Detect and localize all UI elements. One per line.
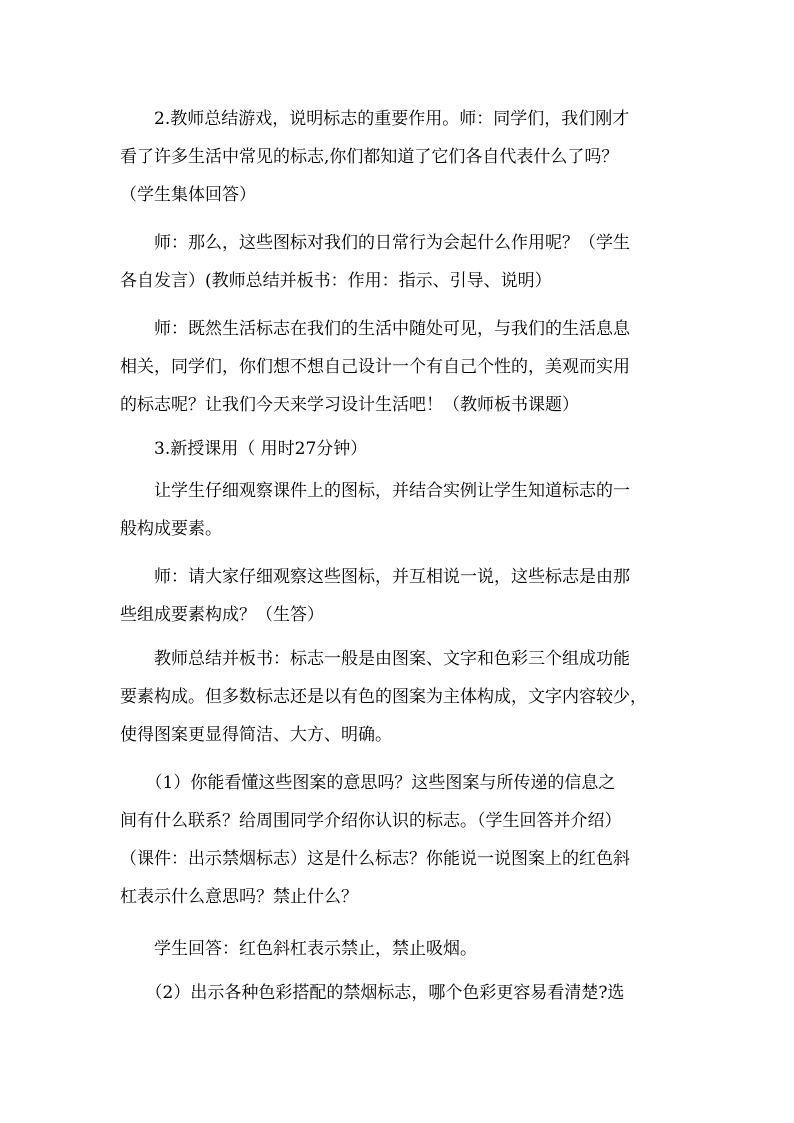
text-line: 教师总结并板书：标志一般是由图案、文字和色彩三个组成功能 (120, 649, 630, 669)
text-line: 师：既然生活标志在我们的生活中随处可见，与我们的生活息息 (120, 319, 630, 339)
text-line: （1）你能看懂这些图案的意思吗？这些图案与所传递的信息之 (120, 773, 616, 793)
paragraph-observe-icons (120, 472, 680, 548)
paragraph-game-summary (120, 100, 680, 214)
text-line: 般构成要素。 (120, 519, 222, 539)
text-line: 3.新授课用（ 用时27分钟） (120, 439, 368, 459)
paragraph-student-answer (120, 930, 680, 968)
text-line: 师：那么，这些图标对我们的日常行为会起什么作用呢？（学生 (120, 233, 630, 253)
text-line: 使得图案更显得简洁、大方、明确。 (120, 725, 392, 745)
text-line: 些组成要素构成？（生答） (120, 605, 324, 625)
text-line: （学生集体回答） (120, 185, 256, 205)
text-line: 看了许多生活中常见的标志,你们都知道了它们各自代表什么了吗？ (120, 147, 619, 167)
text-line: （2）出示各种色彩搭配的禁烟标志，哪个色彩更容易看清楚?选 (120, 983, 625, 1003)
text-line: 让学生仔细观察课件上的图标，并结合实例让学生知道标志的一 (120, 481, 630, 501)
text-line: 学生回答：红色斜杠表示禁止，禁止吸烟。 (120, 939, 477, 959)
paragraph-question-one (120, 764, 680, 916)
text-line: 各自发言）(教师总结并板书：作用：指示、引导、说明） (120, 271, 552, 291)
text-line: 要素构成。但多数标志还是以有色的图案为主体构成，文字内容较少， (120, 687, 647, 707)
text-line: （课件：出示禁烟标志）这是什么标志？你能说一说图案上的红色斜 (120, 849, 630, 869)
text-line: 师：请大家仔细观察这些图标，并互相说一说，这些标志是由那 (120, 567, 630, 587)
text-line: 杠表示什么意思吗？禁止什么？ (120, 887, 358, 907)
text-line: 2.教师总结游戏，说明标志的重要作用。师：同学们，我们刚才 (120, 109, 630, 129)
paragraph-teacher-summary (120, 640, 680, 754)
text-line: 间有什么联系？给周围同学介绍你认识的标志。（学生回答并介绍） (120, 811, 622, 831)
paragraph-new-lesson-heading (120, 430, 680, 468)
text-line: 的标志呢？让我们今天来学习设计生活吧！（教师板书课题） (120, 395, 579, 415)
text-line: 相关，同学们，你们想不想自己设计一个有自己个性的，美观而实用 (120, 357, 630, 377)
paragraph-icon-function (120, 224, 680, 300)
paragraph-discuss-elements (120, 558, 680, 634)
paragraph-question-two (120, 974, 680, 1012)
paragraph-design-intro (120, 310, 680, 424)
